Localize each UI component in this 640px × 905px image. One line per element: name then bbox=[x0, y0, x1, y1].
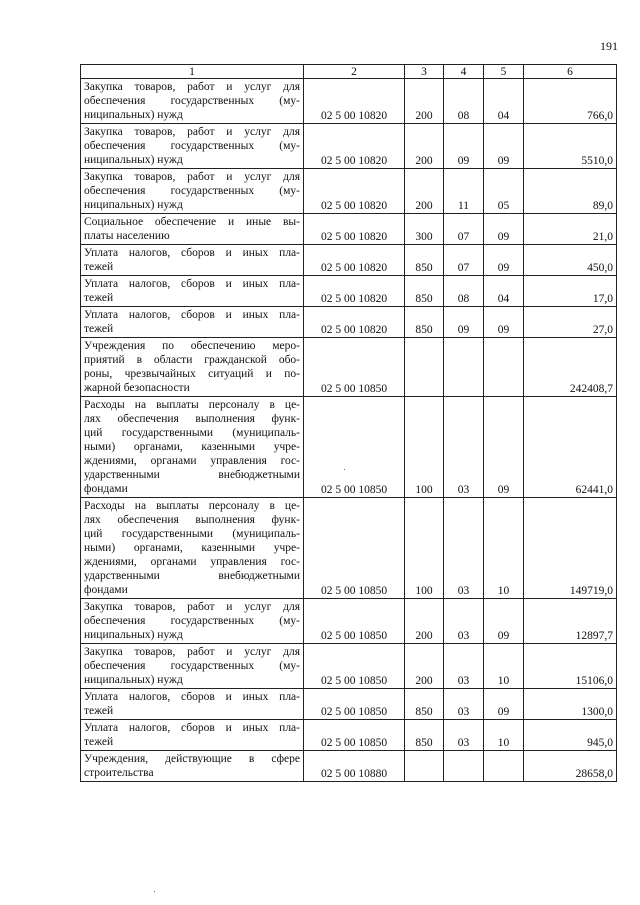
section-cell bbox=[444, 338, 484, 397]
description-line: тежей bbox=[84, 292, 114, 304]
type-cell: 200 bbox=[405, 124, 444, 169]
row-description bbox=[81, 644, 304, 689]
code-cell: 02 5 00 10880 bbox=[304, 751, 405, 782]
description-line: фондами bbox=[84, 483, 128, 495]
description-line: обеспечения государственных (му- bbox=[84, 140, 300, 152]
type-cell bbox=[405, 338, 444, 397]
scan-speck bbox=[154, 891, 155, 892]
row-description bbox=[81, 599, 304, 644]
table-row bbox=[81, 751, 617, 782]
description-line: Закупка товаров, работ и услуг для bbox=[84, 171, 300, 183]
subsection-cell: 10 bbox=[484, 498, 524, 599]
description-line: Закупка товаров, работ и услуг для bbox=[84, 81, 300, 93]
code-cell: 02 5 00 10820 bbox=[304, 124, 405, 169]
description-line: тежей bbox=[84, 261, 114, 273]
type-cell: 100 bbox=[405, 498, 444, 599]
row-description bbox=[81, 245, 304, 276]
amount-cell: 945,0 bbox=[524, 720, 617, 751]
section-cell: 11 bbox=[444, 169, 484, 214]
amount-cell: 5510,0 bbox=[524, 124, 617, 169]
description-line: Уплата налогов, сборов и иных пла- bbox=[84, 278, 300, 290]
type-cell: 850 bbox=[405, 307, 444, 338]
table-row bbox=[81, 689, 617, 720]
type-cell: 850 bbox=[405, 720, 444, 751]
row-description bbox=[81, 276, 304, 307]
column-header: 4 bbox=[444, 65, 484, 79]
amount-cell: 27,0 bbox=[524, 307, 617, 338]
description-line: ниципальных) нужд bbox=[84, 154, 183, 166]
row-description bbox=[81, 689, 304, 720]
amount-cell: 17,0 bbox=[524, 276, 617, 307]
section-cell: 09 bbox=[444, 124, 484, 169]
description-line: Расходы на выплаты персоналу в це- bbox=[84, 399, 300, 411]
amount-cell: 21,0 bbox=[524, 214, 617, 245]
subsection-cell: 09 bbox=[484, 397, 524, 498]
type-cell: 200 bbox=[405, 79, 444, 124]
description-line: жарной безопасности bbox=[84, 382, 190, 394]
description-line: Закупка товаров, работ и услуг для bbox=[84, 646, 300, 658]
description-line: Закупка товаров, работ и услуг для bbox=[84, 601, 300, 613]
row-description bbox=[81, 169, 304, 214]
code-cell: 02 5 00 10850 bbox=[304, 689, 405, 720]
description-line: обеспечения государственных (му- bbox=[84, 185, 300, 197]
description-line: ударственными внебюджетными bbox=[84, 570, 300, 582]
budget-table bbox=[80, 64, 617, 782]
description-line: ций государственными (муниципаль- bbox=[84, 427, 300, 439]
description-line: ниципальных) нужд bbox=[84, 629, 183, 641]
type-cell: 200 bbox=[405, 644, 444, 689]
row-description bbox=[81, 214, 304, 245]
description-line: Учреждения, действующие в сфере bbox=[84, 753, 300, 765]
description-line: тежей bbox=[84, 705, 114, 717]
table-row bbox=[81, 124, 617, 169]
subsection-cell bbox=[484, 751, 524, 782]
table-row bbox=[81, 397, 617, 498]
column-header: 5 bbox=[484, 65, 524, 79]
description-line: тежей bbox=[84, 323, 114, 335]
row-description bbox=[81, 124, 304, 169]
amount-cell: 149719,0 bbox=[524, 498, 617, 599]
description-line: тежей bbox=[84, 736, 114, 748]
amount-cell: 15106,0 bbox=[524, 644, 617, 689]
section-cell: 08 bbox=[444, 276, 484, 307]
description-line: Уплата налогов, сборов и иных пла- bbox=[84, 309, 300, 321]
type-cell: 850 bbox=[405, 689, 444, 720]
code-cell: 02 5 00 10850 bbox=[304, 720, 405, 751]
type-cell: 200 bbox=[405, 169, 444, 214]
code-cell: 02 5 00 10850 bbox=[304, 644, 405, 689]
amount-cell: 62441,0 bbox=[524, 397, 617, 498]
description-line: Расходы на выплаты персоналу в це- bbox=[84, 500, 300, 512]
type-cell: 300 bbox=[405, 214, 444, 245]
subsection-cell: 09 bbox=[484, 307, 524, 338]
description-line: роны, чрезвычайных ситуаций и по- bbox=[84, 368, 300, 380]
subsection-cell bbox=[484, 338, 524, 397]
description-line: ций государственными (муниципаль- bbox=[84, 528, 300, 540]
table-header-row bbox=[81, 65, 617, 79]
code-cell: 02 5 00 10850 bbox=[304, 498, 405, 599]
subsection-cell: 09 bbox=[484, 214, 524, 245]
type-cell: 850 bbox=[405, 245, 444, 276]
column-header: 6 bbox=[524, 65, 617, 79]
subsection-cell: 10 bbox=[484, 720, 524, 751]
description-line: Социальное обеспечение и иные вы- bbox=[84, 216, 300, 228]
section-cell: 03 bbox=[444, 397, 484, 498]
section-cell: 03 bbox=[444, 689, 484, 720]
row-description bbox=[81, 720, 304, 751]
scan-speck bbox=[344, 469, 345, 470]
description-line: платы населению bbox=[84, 230, 170, 242]
description-line: обеспечения государственных (му- bbox=[84, 615, 300, 627]
amount-cell: 1300,0 bbox=[524, 689, 617, 720]
table-row bbox=[81, 644, 617, 689]
column-header: 1 bbox=[81, 65, 304, 79]
table-row bbox=[81, 214, 617, 245]
subsection-cell: 10 bbox=[484, 644, 524, 689]
description-line: обеспечения государственных (му- bbox=[84, 95, 300, 107]
description-line: фондами bbox=[84, 584, 128, 596]
table-row bbox=[81, 79, 617, 124]
description-line: лях обеспечения выполнения функ- bbox=[84, 413, 300, 425]
section-cell: 03 bbox=[444, 644, 484, 689]
description-line: обеспечения государственных (му- bbox=[84, 660, 300, 672]
type-cell: 850 bbox=[405, 276, 444, 307]
table-row bbox=[81, 276, 617, 307]
section-cell: 07 bbox=[444, 245, 484, 276]
table-row bbox=[81, 307, 617, 338]
description-line: ниципальных) нужд bbox=[84, 109, 183, 121]
row-description bbox=[81, 307, 304, 338]
column-header: 3 bbox=[405, 65, 444, 79]
code-cell: 02 5 00 10820 bbox=[304, 307, 405, 338]
table-row bbox=[81, 720, 617, 751]
section-cell bbox=[444, 751, 484, 782]
code-cell: 02 5 00 10820 bbox=[304, 79, 405, 124]
description-line: Учреждения по обеспечению меро- bbox=[84, 340, 300, 352]
subsection-cell: 04 bbox=[484, 79, 524, 124]
subsection-cell: 09 bbox=[484, 599, 524, 644]
description-line: Уплата налогов, сборов и иных пла- bbox=[84, 247, 300, 259]
amount-cell: 12897,7 bbox=[524, 599, 617, 644]
amount-cell: 766,0 bbox=[524, 79, 617, 124]
subsection-cell: 05 bbox=[484, 169, 524, 214]
code-cell: 02 5 00 10820 bbox=[304, 245, 405, 276]
row-description bbox=[81, 79, 304, 124]
code-cell: 02 5 00 10850 bbox=[304, 599, 405, 644]
section-cell: 07 bbox=[444, 214, 484, 245]
row-description bbox=[81, 338, 304, 397]
description-line: лях обеспечения выполнения функ- bbox=[84, 514, 300, 526]
section-cell: 09 bbox=[444, 307, 484, 338]
row-description bbox=[81, 751, 304, 782]
subsection-cell: 04 bbox=[484, 276, 524, 307]
table-row bbox=[81, 338, 617, 397]
description-line: приятий в области гражданской обо- bbox=[84, 354, 300, 366]
section-cell: 08 bbox=[444, 79, 484, 124]
description-line: Уплата налогов, сборов и иных пла- bbox=[84, 691, 300, 703]
description-line: ждениями, органами управления гос- bbox=[84, 455, 300, 467]
row-description bbox=[81, 397, 304, 498]
amount-cell: 28658,0 bbox=[524, 751, 617, 782]
description-line: строительства bbox=[84, 767, 154, 779]
subsection-cell: 09 bbox=[484, 689, 524, 720]
section-cell: 03 bbox=[444, 599, 484, 644]
table-row bbox=[81, 169, 617, 214]
table-row bbox=[81, 245, 617, 276]
description-line: Уплата налогов, сборов и иных пла- bbox=[84, 722, 300, 734]
code-cell: 02 5 00 10850 bbox=[304, 338, 405, 397]
description-line: Закупка товаров, работ и услуг для bbox=[84, 126, 300, 138]
subsection-cell: 09 bbox=[484, 124, 524, 169]
code-cell: 02 5 00 10820 bbox=[304, 169, 405, 214]
code-cell: 02 5 00 10820 bbox=[304, 276, 405, 307]
amount-cell: 450,0 bbox=[524, 245, 617, 276]
column-header: 2 bbox=[304, 65, 405, 79]
description-line: ниципальных) нужд bbox=[84, 674, 183, 686]
type-cell: 200 bbox=[405, 599, 444, 644]
description-line: ными) органами, казенными учре- bbox=[84, 542, 300, 554]
type-cell bbox=[405, 751, 444, 782]
amount-cell: 89,0 bbox=[524, 169, 617, 214]
code-cell: 02 5 00 10850 bbox=[304, 397, 405, 498]
subsection-cell: 09 bbox=[484, 245, 524, 276]
description-line: ударственными внебюджетными bbox=[84, 469, 300, 481]
code-cell: 02 5 00 10820 bbox=[304, 214, 405, 245]
table-row bbox=[81, 498, 617, 599]
row-description bbox=[81, 498, 304, 599]
description-line: ными) органами, казенными учре- bbox=[84, 441, 300, 453]
amount-cell: 242408,7 bbox=[524, 338, 617, 397]
table-row bbox=[81, 599, 617, 644]
type-cell: 100 bbox=[405, 397, 444, 498]
description-line: ждениями, органами управления гос- bbox=[84, 556, 300, 568]
page-number: 191 bbox=[600, 39, 618, 53]
section-cell: 03 bbox=[444, 720, 484, 751]
section-cell: 03 bbox=[444, 498, 484, 599]
description-line: ниципальных) нужд bbox=[84, 199, 183, 211]
